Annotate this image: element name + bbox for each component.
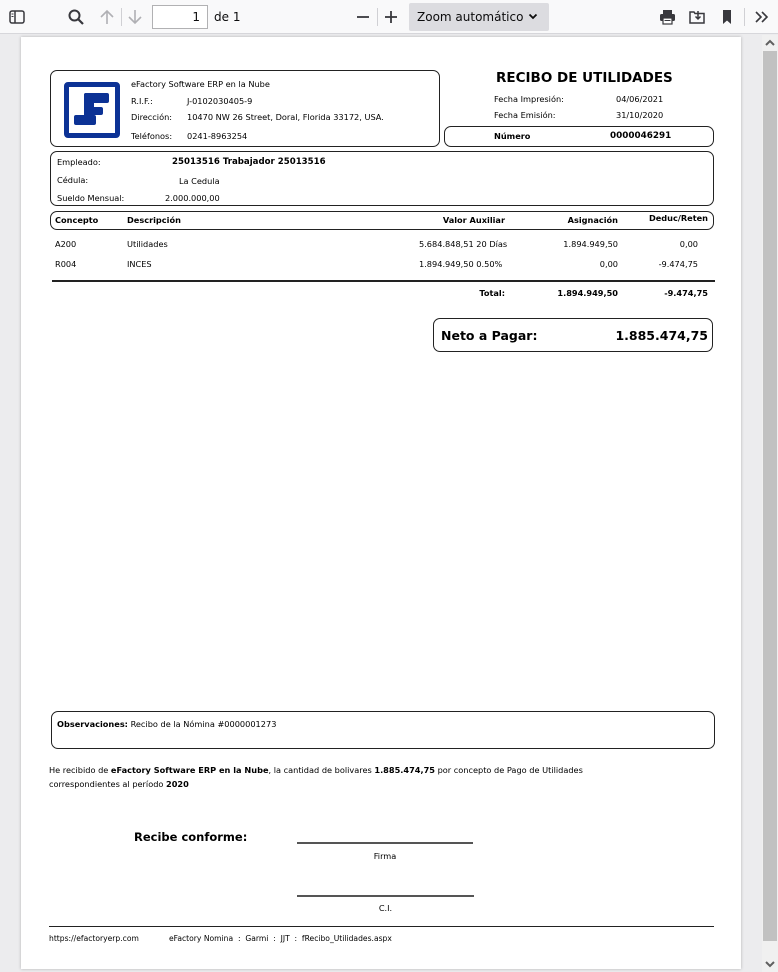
save-button[interactable] xyxy=(685,5,709,29)
observations xyxy=(57,719,276,729)
id-line xyxy=(297,895,474,897)
header-aux-value: Valor Auxiliar xyxy=(442,215,505,225)
print-button[interactable] xyxy=(655,5,679,29)
rif-value: J-0102030405-9 xyxy=(187,96,253,106)
net-pay-label: Neto a Pagar: xyxy=(441,328,538,343)
zoom-out-icon xyxy=(356,10,370,24)
download-icon xyxy=(689,9,705,25)
total-assignment: 1.894.949,50 xyxy=(557,288,618,298)
next-page-button[interactable] xyxy=(124,5,146,29)
salary-label: Sueldo Mensual: xyxy=(57,193,125,203)
header-description: Descripción xyxy=(127,215,181,225)
previous-page-button[interactable] xyxy=(96,5,118,29)
row-deduction: 0,00 xyxy=(679,239,698,249)
row-concept: R004 xyxy=(55,259,77,269)
row-assignment: 0,00 xyxy=(599,259,618,269)
statement-period: 2020 xyxy=(166,779,189,789)
receipt-title: RECIBO DE UTILIDADES xyxy=(496,70,673,86)
receive-conform-label: Recibe conforme: xyxy=(134,830,248,844)
observations-text: Recibo de la Nómina #0000001273 xyxy=(130,719,277,729)
receipt-number-label: Número xyxy=(494,131,531,141)
pdf-toolbar xyxy=(0,0,778,34)
id-label: Cédula: xyxy=(57,175,89,185)
id-sign-label: C.I. xyxy=(378,903,393,913)
statement-company: eFactory Software ERP en la Nube xyxy=(110,765,269,775)
statement-line-2 xyxy=(49,779,189,789)
header-assignment: Asignación xyxy=(567,215,618,225)
total-label: Total: xyxy=(479,288,505,298)
header-concept: Concepto xyxy=(55,215,99,225)
row-deduction: -9.474,75 xyxy=(658,259,698,269)
scrollbar-thumb[interactable] xyxy=(763,51,777,941)
footer-url: https://efactoryerp.com xyxy=(49,934,139,943)
signature-line xyxy=(297,842,473,844)
print-icon xyxy=(659,9,676,25)
statement-amount: 1.885.474,75 xyxy=(374,765,435,775)
header-deduction: Deduc/Reten xyxy=(648,213,708,223)
total-deduction: -9.474,75 xyxy=(664,288,708,298)
employee-value: 25013516 Trabajador 25013516 xyxy=(172,157,326,167)
page-number-input[interactable]: 1 xyxy=(152,5,208,29)
sidebar-toggle-icon xyxy=(9,10,25,24)
salary-value: 2.000.000,00 xyxy=(165,193,220,203)
zoom-out-button[interactable] xyxy=(352,5,374,29)
bookmark-button[interactable] xyxy=(716,5,738,29)
receipt-number-box xyxy=(444,126,714,147)
sidebar-toggle-button[interactable] xyxy=(6,5,28,29)
phone-value: 0241-8963254 xyxy=(187,131,248,141)
zoom-select-value: Zoom automático xyxy=(417,10,524,24)
scroll-down-icon[interactable] xyxy=(762,956,778,972)
address-value: 10470 NW 26 Street, Doral, Florida 33172, USA. xyxy=(187,112,384,122)
bookmark-icon xyxy=(721,9,733,25)
zoom-in-icon xyxy=(384,10,398,24)
zoom-in-button[interactable] xyxy=(380,5,402,29)
arrow-down-icon xyxy=(127,9,143,25)
net-pay-value: 1.885.474,75 xyxy=(615,328,708,343)
footer-path: eFactory Nomina : Garmi : JJT : fRecibo_Utilidades.aspx xyxy=(169,934,392,943)
company-name: eFactory Software ERP en la Nube xyxy=(131,79,270,89)
employee-info-box xyxy=(50,151,714,206)
issue-date-label: Fecha Emisión: xyxy=(494,110,556,120)
find-button[interactable] xyxy=(64,5,88,29)
scroll-up-icon[interactable] xyxy=(762,35,778,51)
address-label: Dirección: xyxy=(131,112,173,122)
footer-divider xyxy=(49,926,714,927)
row-description: Utilidades xyxy=(127,239,168,249)
statement-line-1 xyxy=(49,765,583,775)
row-aux-value: 5.684.848,51 20 Días xyxy=(419,239,508,249)
statement-text: correspondientes al período xyxy=(49,779,167,789)
issue-date-value: 31/10/2020 xyxy=(616,110,664,120)
id-value: La Cedula xyxy=(179,176,220,186)
statement-text: He recibido de xyxy=(49,765,111,775)
tools-button[interactable] xyxy=(750,5,774,29)
row-assignment: 1.894.949,50 xyxy=(563,239,618,249)
observations-label: Observaciones: xyxy=(57,719,128,729)
print-date-value: 04/06/2021 xyxy=(616,94,664,104)
row-description: INCES xyxy=(127,259,152,269)
zoom-select[interactable] xyxy=(409,3,549,31)
receipt-number-value: 0000046291 xyxy=(610,131,672,141)
row-aux-value: 1.894.949,50 0.50% xyxy=(419,259,503,269)
table-divider xyxy=(52,280,715,282)
employee-label: Empleado: xyxy=(57,157,101,167)
efactory-logo-icon xyxy=(64,82,120,138)
statement-text: , la cantidad de bolivares xyxy=(268,765,375,775)
more-tools-icon xyxy=(754,10,770,24)
observations-box xyxy=(51,711,715,749)
statement-text: por concepto de Pago de Utilidades xyxy=(434,765,583,775)
rif-label: R.I.F.: xyxy=(131,96,153,106)
arrow-up-icon xyxy=(99,9,115,25)
page-count-label: de 1 xyxy=(214,10,241,24)
vertical-scrollbar[interactable] xyxy=(762,35,778,972)
phone-label: Teléfonos: xyxy=(131,131,173,141)
print-date-label: Fecha Impresión: xyxy=(494,94,564,104)
row-concept: A200 xyxy=(55,239,77,249)
signature-label: Firma xyxy=(373,851,397,861)
search-icon xyxy=(68,9,84,25)
